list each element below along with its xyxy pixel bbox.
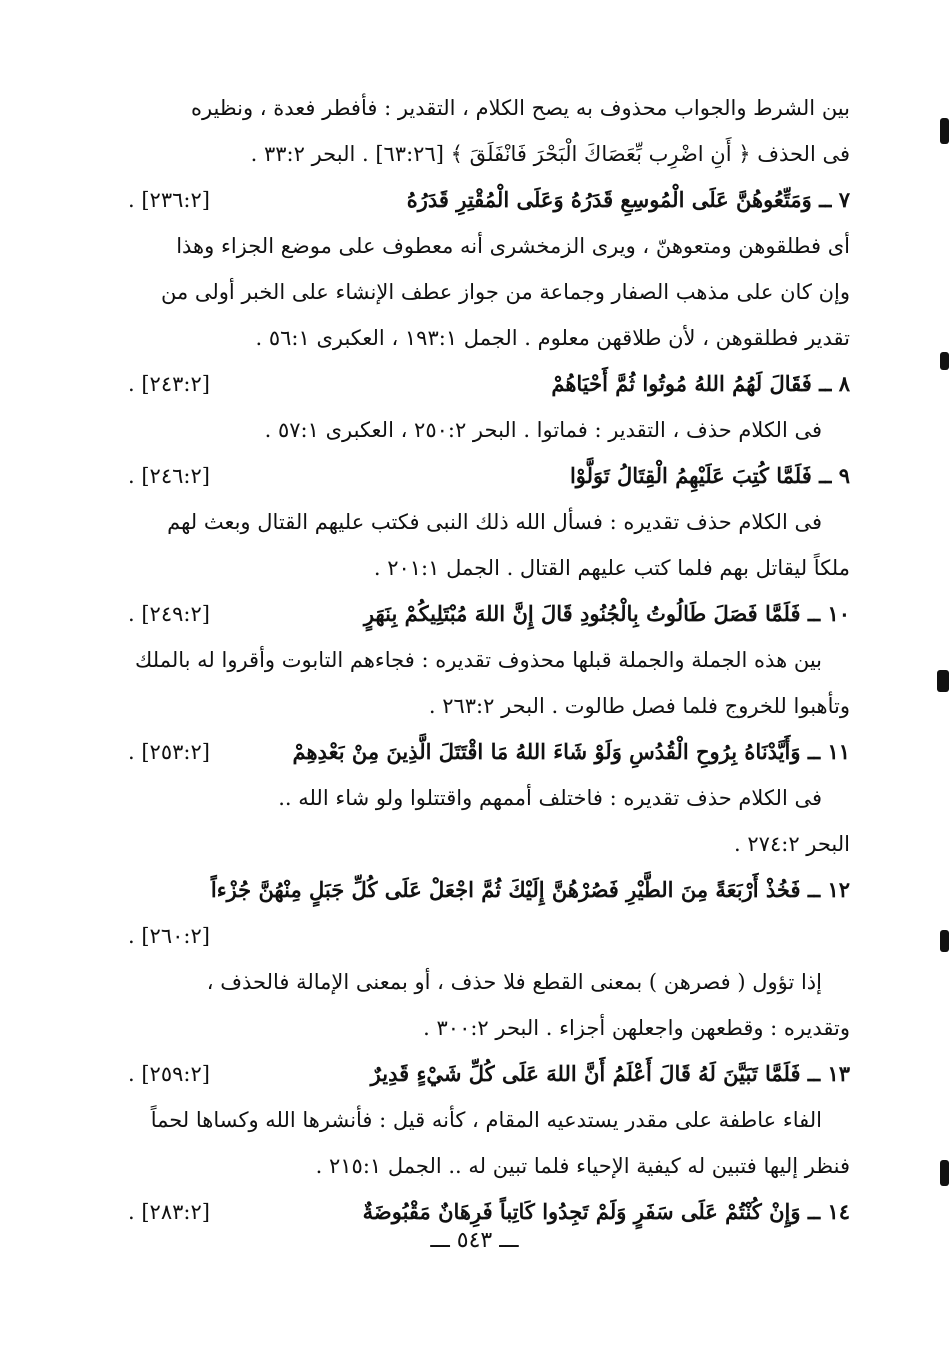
text-line: أى فطلقوهن ومتعوهنّ ، ويرى الزمخشرى أنه معطوف على موضع الجزاء وهذا [176, 234, 850, 258]
text-line: البحر ٢٧٤:٢ . [734, 832, 850, 856]
verse-reference: [٢٤٣:٢] . [128, 372, 210, 396]
text-line: بين الشرط والجواب محذوف به يصح الكلام ، التقدير : فأفطر فعدة ، ونظيره [190, 96, 850, 120]
verse-reference: [٢٥٣:٢] . [128, 740, 210, 764]
text-line: فنظر إليها فتبين له كيفية الإحياء فلما تبين له .. الجمل ٢١٥:١ . [315, 1154, 850, 1178]
quran-verse: ١٤ ــ وَإِنْ كُنْتُمْ عَلَى سَفَرٍ وَلَمْ تَجِدُوا كَاتِباً فَرِهَانٌ مَقْبُوضَةٌ [362, 1199, 850, 1224]
scan-edge-mark [940, 352, 949, 370]
scan-edge-mark [940, 930, 949, 952]
scan-edge-mark [937, 670, 949, 692]
verse-reference: [٢٦٠:٢] . [128, 924, 210, 948]
scan-edge-mark [940, 1160, 949, 1186]
quran-verse: ١١ ــ وَأَيَّدْنَاهُ بِرُوحِ الْقُدُسِ وَلَوْ شَاءَ اللهُ مَا اقْتَتَلَ الَّذِينَ مِنْ بَعْدِهِمْ [292, 739, 850, 764]
text-line: فى الكلام حذف تقديره : فاختلف أممهم واقتتلوا ولو شاء الله .. [278, 786, 822, 810]
page-number: ـــ ٥٤٣ ـــ [430, 1228, 519, 1253]
text-line: ملكاً ليقاتل بهم فلما كتب عليهم القتال . الجمل ٢٠١:١ . [373, 556, 850, 580]
text-line: وتقديره : وقطعهن واجعلهن أجزاء . البحر ٣٠٠:٢ . [423, 1016, 850, 1040]
text-line: الفاء عاطفة على مقدر يستدعيه المقام ، كأنه قيل : فأنشرها الله وكساها لحماً [150, 1108, 822, 1132]
quran-verse: ٩ ــ فَلَمَّا كُتِبَ عَلَيْهِمُ الْقِتَالُ تَوَلَّوْا [569, 463, 850, 488]
verse-line [128, 867, 850, 913]
verse-line [128, 1051, 850, 1097]
quran-verse: ٨ ــ فَقَالَ لَهُمُ اللهُ مُوتُوا ثُمَّ أَحْيَاهُمْ [551, 371, 850, 396]
verse-reference: [٢٥٩:٢] . [128, 1062, 210, 1086]
text-line: فى الكلام حذف تقديره : فسأل الله ذلك النبى فكتب عليهم القتال وبعث لهم [167, 510, 822, 534]
quran-verse: ١٠ ــ فَلَمَّا فَصَلَ طَالُوتُ بِالْجُنُودِ قَالَ إِنَّ اللهَ مُبْتَلِيكُمْ بِنَهَرٍ [363, 601, 850, 626]
text-line: وإن كان على مذهب الصفار وجماعة من جواز عطف الإنشاء على الخبر أولى من [160, 280, 850, 304]
text-line: بين هذه الجملة والجملة قبلها محذوف تقديره : فجاءهم التابوت وأقروا له بالملك [135, 648, 822, 672]
verse-reference: [٢٨٣:٢] . [128, 1200, 210, 1224]
text-line: تقدير فطلقوهن ، لأن طلاقهن معلوم . الجمل ١٩٣:١ ، العكبرى ٥٦:١ . [255, 326, 850, 350]
body-text [128, 85, 850, 1235]
quran-verse: ١٢ ــ فَخُذْ أَرْبَعَةً مِنَ الطَّيْرِ فَصُرْهُنَّ إِلَيْكَ ثُمَّ اجْعَلْ عَلَى كُلِّ جَبَلٍ مِنْهُنَّ جُزْءاً [210, 877, 850, 902]
text-line: فى الحذف ﴿ أَنِ اضْرِب بِّعَصَاكَ الْبَحْرَ فَانْفَلَقَ ﴾ [٦٣:٢٦] . البحر ٣٣:٢ . [250, 142, 850, 166]
quran-verse: ٧ ــ وَمَتِّعُوهُنَّ عَلَى الْمُوسِعِ قَدَرُهُ وَعَلَى الْمُقْتِرِ قَدَرُهُ [406, 187, 850, 212]
verse-reference: [٢٤٦:٢] . [128, 464, 210, 488]
quran-verse: ١٣ ــ فَلَمَّا تَبَيَّنَ لَهُ قَالَ أَعْلَمُ أَنَّ اللهَ عَلَى كُلِّ شَيْءٍ قَدِيرٌ [370, 1061, 850, 1086]
scan-edge-mark [940, 118, 949, 144]
verse-line [128, 177, 850, 223]
verse-reference: [٢٤٩:٢] . [128, 602, 210, 626]
text-line: إذا تؤول ( فصرهن ) بمعنى القطع فلا حذف ، أو بمعنى الإمالة فالحذف ، [206, 970, 822, 994]
verse-line [128, 913, 850, 959]
verse-line [128, 361, 850, 407]
verse-reference: [٢٣٦:٢] . [128, 188, 210, 212]
verse-line [128, 729, 850, 775]
verse-line [128, 453, 850, 499]
verse-line [128, 591, 850, 637]
text-line: فى الكلام حذف ، التقدير : فماتوا . البحر ٢٥٠:٢ ، العكبرى ٥٧:١ . [264, 418, 822, 442]
text-line: وتأهبوا للخروج فلما فصل طالوت . البحر ٢٦٣:٢ . [428, 694, 850, 718]
